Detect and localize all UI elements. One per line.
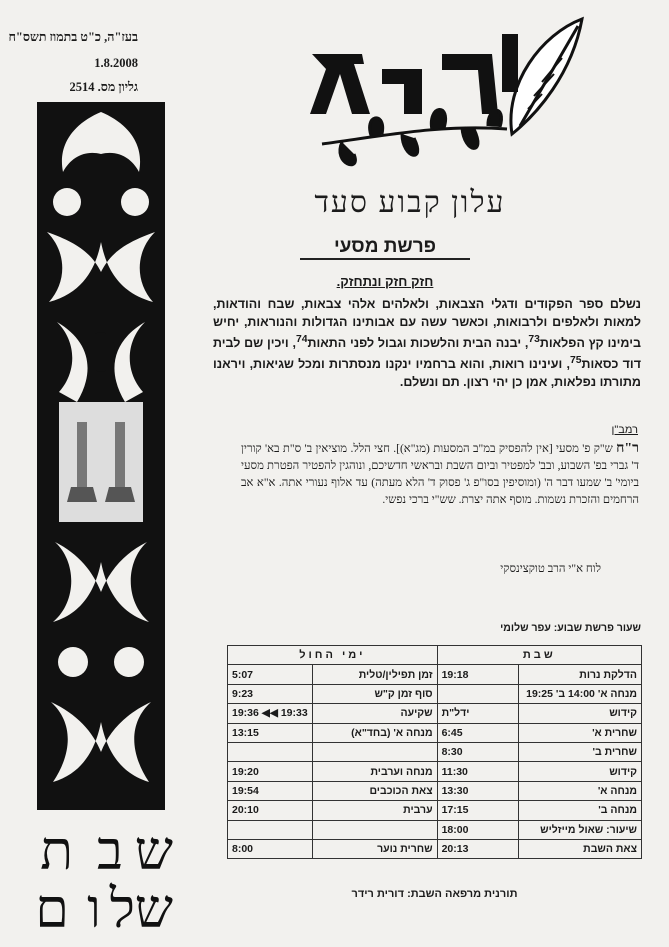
shabbat-label: מנחה א' bbox=[519, 781, 642, 800]
table-row bbox=[228, 723, 642, 742]
shabbat-label: קידוש bbox=[519, 762, 642, 781]
weekday-label: ערבית bbox=[313, 801, 437, 820]
schedule-table bbox=[227, 645, 642, 859]
shiur-name: עפר שלומי bbox=[500, 622, 551, 634]
table-row bbox=[228, 684, 642, 703]
weekday-label: מנחה א' (בחד"א) bbox=[313, 723, 437, 742]
shabbat-time: ידל"ת bbox=[437, 704, 519, 723]
footnote-74: 74 bbox=[295, 334, 308, 345]
shabbat-label: מנחה ב' bbox=[519, 801, 642, 820]
ornament-column bbox=[37, 102, 165, 810]
weekday-label: שחרית נוער bbox=[313, 839, 437, 858]
shabbat-label: הדלקת נרות bbox=[519, 665, 642, 684]
shabbat-label: קידוש bbox=[519, 704, 642, 723]
shiur-label: שעור פרשת שבוע: bbox=[553, 622, 641, 634]
weekday-time: 8:00 bbox=[228, 839, 313, 858]
rosh-body: ש"ק פ' מסעי [אין להפסיק במ"ב המסעות (מג"א)]. חצי הלל. מוציאין ב' ס"ת בא' קורין ד' גברי בפ' השבוע, ובב' למפטיר וביום השבת ובראשי חדשיכם, ונוהגין להפטיר הפטרת מסעי ביומי' ב' שמעו דבר ה' (ומוסיפין בסו"פ ג' פסוק ד' הלא מעתה) עד אלוף נעורי אתה. א"א אב הרחמים והזכרת נשמות. מוסף אתה יצרת. שש"י ברכי נפשי. bbox=[241, 443, 639, 506]
rosh-lead: ר"ח bbox=[616, 441, 640, 456]
weekday-label: שקיעה bbox=[313, 704, 437, 723]
prayer-lead: נשלם bbox=[609, 297, 641, 311]
shabbat-label: שחרית ב' bbox=[519, 742, 642, 761]
parasha-title: פרשת מסעי bbox=[300, 236, 470, 260]
header-shabbat: שבת bbox=[437, 646, 641, 665]
table-row bbox=[228, 665, 642, 684]
weekday-time: 20:10 bbox=[228, 801, 313, 820]
letter: ם bbox=[35, 877, 69, 940]
letter: ב bbox=[96, 819, 123, 882]
date-hebrew: בעז"ה, כ"ט בתמוז תשס"ח bbox=[8, 30, 138, 44]
closing-prayer bbox=[213, 295, 641, 391]
footnote-75: 75 bbox=[569, 355, 582, 367]
weekday-label: סוף זמן ק"ש bbox=[313, 684, 437, 703]
shabbat-time: 11:30 bbox=[437, 762, 519, 781]
header-weekday: ימי החול bbox=[228, 646, 438, 665]
weekday-label bbox=[313, 820, 437, 839]
shabbat-label: שיעור: שאול מייזליש bbox=[519, 820, 642, 839]
letter: ו bbox=[87, 877, 101, 940]
shabbat-shalom-title bbox=[28, 820, 173, 940]
weekday-label bbox=[313, 742, 437, 761]
weekday-time: 19:20 bbox=[228, 762, 313, 781]
shabbat-label: שחרית א' bbox=[519, 723, 642, 742]
weekday-time: 19:36 ◀◀ 19:33 bbox=[228, 704, 313, 723]
shabbat-time: 17:15 bbox=[437, 801, 519, 820]
footnote-73: 73 bbox=[528, 334, 540, 345]
shabbat-time: 20:13 bbox=[437, 839, 519, 858]
weekday-time: 9:23 bbox=[228, 684, 313, 703]
table-row bbox=[228, 742, 642, 761]
shabbat-time: 13:30 bbox=[437, 781, 519, 800]
table-row bbox=[228, 820, 642, 839]
weekday-time: 5:07 bbox=[228, 665, 313, 684]
table-row bbox=[228, 801, 642, 820]
torah-label: תורנית מרפאה השבת: bbox=[407, 888, 518, 900]
weekday-time bbox=[228, 820, 313, 839]
shiur-line bbox=[385, 622, 641, 634]
prayer-text: ספר הפקודים ודגלי הצבאות, ולאלהים אלהי צבאות, שבח והודאות, למאות ולאלפים ולרבואות, וכאשר עשה עם אבותינו הגדולות והנוראות, יחיש בימינו קץ הפלאות bbox=[213, 297, 641, 351]
weekday-label: מנחה וערבית bbox=[313, 762, 437, 781]
subtitle: עלון קבוע סעד bbox=[314, 186, 506, 219]
table-header-row bbox=[228, 646, 642, 665]
shabbat-label: מנחה א' 14:00 ב' 19:25 bbox=[519, 684, 642, 703]
letter: ש bbox=[134, 877, 173, 940]
letter: ל bbox=[109, 877, 135, 940]
weekday-time: 19:54 bbox=[228, 781, 313, 800]
prayer-text-4: , ועינינו רואות, והוא ברחמיו ינקנו מנסתרות ומכל שגיאות, ויראנו מתורתו נפלאות, אמן כן יהי רצון. תם ונשלם. bbox=[213, 357, 641, 390]
issue-number: גליון מס. 2514 bbox=[69, 80, 138, 94]
shabbat-time bbox=[437, 684, 519, 703]
table-row bbox=[228, 839, 642, 858]
shabbat-time: 8:30 bbox=[437, 742, 519, 761]
hazak-line: חזק חזק ונתחזק. bbox=[336, 274, 434, 289]
letter: ת bbox=[40, 819, 73, 882]
torah-line bbox=[227, 888, 642, 900]
weekday-time: 13:15 bbox=[228, 723, 313, 742]
table-row bbox=[228, 762, 642, 781]
shabbat-label: צאת השבת bbox=[519, 839, 642, 858]
torah-name: דורית רידר bbox=[351, 888, 405, 900]
weekday-time bbox=[228, 742, 313, 761]
weekday-label: זמן תפילין/טלית bbox=[313, 665, 437, 684]
logo-elim bbox=[292, 14, 597, 182]
prayer-text-2: , יבנה הבית והלשכות וגבול לפני התאות bbox=[307, 336, 529, 351]
ramban-label: רמב"ן bbox=[611, 424, 638, 436]
rosh-chodesh-text bbox=[241, 440, 639, 509]
shabbat-time: 6:45 bbox=[437, 723, 519, 742]
letter: ש bbox=[134, 819, 173, 882]
prayer-text-3: , ויכין שם לבית דוד כסאות bbox=[213, 336, 641, 372]
table-row bbox=[228, 781, 642, 800]
luach-credit: לוח א"י הרב טוקצינסקי bbox=[500, 563, 601, 575]
date-gregorian: 1.8.2008 bbox=[94, 56, 138, 70]
shabbat-time: 18:00 bbox=[437, 820, 519, 839]
table-row bbox=[228, 704, 642, 723]
weekday-label: צאת הכוכבים bbox=[313, 781, 437, 800]
shabbat-time: 19:18 bbox=[437, 665, 519, 684]
